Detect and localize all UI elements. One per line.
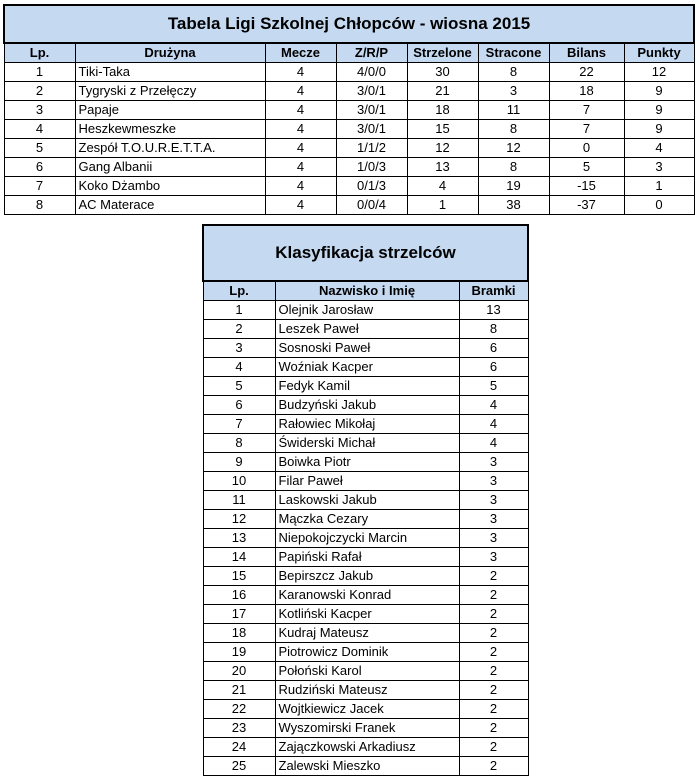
league-column-header: Mecze (265, 43, 336, 63)
league-cell: 19 (478, 177, 549, 196)
scorers-row (203, 719, 528, 738)
league-cell: Zespół T.O.U.R.E.T.T.A. (75, 139, 265, 158)
scorers-cell: 25 (203, 757, 275, 776)
scorers-cell: Zalewski Mieszko (275, 757, 459, 776)
league-cell: 4 (265, 139, 336, 158)
league-cell: 0/0/4 (336, 196, 407, 215)
scorers-cell: Kudraj Mateusz (275, 624, 459, 643)
scorers-cell: 5 (203, 377, 275, 396)
scorers-cell: 23 (203, 719, 275, 738)
league-column-header: Bilans (549, 43, 624, 63)
scorers-cell: 3 (459, 510, 528, 529)
scorers-cell: 2 (459, 662, 528, 681)
league-cell: 8 (478, 63, 549, 82)
scorers-cell: 13 (459, 301, 528, 320)
league-cell: 4 (265, 120, 336, 139)
league-cell: 13 (407, 158, 478, 177)
scorers-cell: Kotliński Kacper (275, 605, 459, 624)
scorers-cell: 14 (203, 548, 275, 567)
scorers-cell: 12 (203, 510, 275, 529)
scorers-cell: 3 (459, 529, 528, 548)
scorers-cell: 8 (459, 320, 528, 339)
scorers-column-header: Lp. (203, 281, 275, 301)
scorers-column-header: Bramki (459, 281, 528, 301)
scorers-cell: Olejnik Jarosław (275, 301, 459, 320)
scorers-cell: 2 (459, 681, 528, 700)
league-column-header: Lp. (4, 43, 75, 63)
league-title: Tabela Ligi Szkolnej Chłopców - wiosna 2015 (4, 5, 694, 43)
scorers-row (203, 681, 528, 700)
scorers-cell: 18 (203, 624, 275, 643)
scorers-cell: 22 (203, 700, 275, 719)
league-row (4, 101, 694, 120)
scorers-cell: 1 (203, 301, 275, 320)
league-cell: 3/0/1 (336, 101, 407, 120)
scorers-row (203, 339, 528, 358)
league-cell: 4 (265, 63, 336, 82)
scorers-cell: 15 (203, 567, 275, 586)
league-cell: 9 (624, 101, 694, 120)
scorers-cell: 6 (203, 396, 275, 415)
league-cell: 3 (478, 82, 549, 101)
scorers-cell: 4 (203, 358, 275, 377)
league-cell: 5 (549, 158, 624, 177)
league-cell: 12 (478, 139, 549, 158)
league-cell: Tygryski z Przełęczy (75, 82, 265, 101)
scorers-cell: 2 (203, 320, 275, 339)
scorers-cell: Niepokojczycki Marcin (275, 529, 459, 548)
scorers-row (203, 453, 528, 472)
league-cell: 8 (478, 158, 549, 177)
league-cell: 4 (265, 177, 336, 196)
scorers-cell: 16 (203, 586, 275, 605)
league-cell: 7 (549, 120, 624, 139)
scorers-cell: 2 (459, 757, 528, 776)
scorers-title: Klasyfikacja strzelców (203, 225, 528, 281)
scorers-cell: 10 (203, 472, 275, 491)
scorers-cell: 2 (459, 624, 528, 643)
league-cell: Heszkewmeszke (75, 120, 265, 139)
scorers-cell: 6 (459, 358, 528, 377)
scorers-cell: Wojtkiewicz Jacek (275, 700, 459, 719)
scorers-cell: 3 (203, 339, 275, 358)
league-cell: AC Materace (75, 196, 265, 215)
scorers-cell: 2 (459, 605, 528, 624)
league-cell: 38 (478, 196, 549, 215)
scorers-cell: Rudziński Mateusz (275, 681, 459, 700)
scorers-cell: 8 (203, 434, 275, 453)
scorers-column-header: Nazwisko i Imię (275, 281, 459, 301)
league-cell: 0 (549, 139, 624, 158)
scorers-cell: 2 (459, 719, 528, 738)
scorers-cell: Woźniak Kacper (275, 358, 459, 377)
league-cell: 3/0/1 (336, 120, 407, 139)
scorers-row (203, 567, 528, 586)
league-cell: 2 (4, 82, 75, 101)
league-cell: 4 (265, 101, 336, 120)
scorers-cell: 9 (203, 453, 275, 472)
league-cell: 1 (407, 196, 478, 215)
scorers-cell: 3 (459, 453, 528, 472)
league-cell: Tiki-Taka (75, 63, 265, 82)
scorers-row (203, 700, 528, 719)
scorers-cell: Sosnoski Paweł (275, 339, 459, 358)
scorers-row (203, 624, 528, 643)
scorers-row (203, 548, 528, 567)
scorers-cell: 21 (203, 681, 275, 700)
scorers-cell: Leszek Paweł (275, 320, 459, 339)
scorers-row (203, 529, 528, 548)
league-cell: -37 (549, 196, 624, 215)
scorers-cell: 2 (459, 586, 528, 605)
league-cell: 3 (4, 101, 75, 120)
league-cell: 1/1/2 (336, 139, 407, 158)
scorers-cell: 6 (459, 339, 528, 358)
league-column-header: Drużyna (75, 43, 265, 63)
league-table (3, 4, 695, 215)
scorers-cell: 5 (459, 377, 528, 396)
league-cell: 7 (4, 177, 75, 196)
league-row (4, 63, 694, 82)
scorers-cell: Fedyk Kamil (275, 377, 459, 396)
league-cell: 4 (4, 120, 75, 139)
scorers-cell: 4 (459, 396, 528, 415)
league-column-header: Z/R/P (336, 43, 407, 63)
scorers-cell: 17 (203, 605, 275, 624)
scorers-cell: 3 (459, 548, 528, 567)
scorers-cell: Mączka Cezary (275, 510, 459, 529)
league-column-header: Punkty (624, 43, 694, 63)
scorers-cell: 24 (203, 738, 275, 757)
scorers-row (203, 377, 528, 396)
league-cell: 4 (265, 82, 336, 101)
scorers-cell: Wyszomirski Franek (275, 719, 459, 738)
scorers-row (203, 510, 528, 529)
league-cell: 4 (624, 139, 694, 158)
scorers-row (203, 738, 528, 757)
scorers-cell: Bepirszcz Jakub (275, 567, 459, 586)
league-cell: 4 (265, 158, 336, 177)
league-cell: 15 (407, 120, 478, 139)
league-cell: Gang Albanii (75, 158, 265, 177)
league-cell: 11 (478, 101, 549, 120)
scorers-cell: 20 (203, 662, 275, 681)
league-cell: 8 (478, 120, 549, 139)
scorers-cell: Karanowski Konrad (275, 586, 459, 605)
league-cell: Koko Dżambo (75, 177, 265, 196)
scorers-row (203, 415, 528, 434)
scorers-cell: 13 (203, 529, 275, 548)
league-row (4, 158, 694, 177)
league-cell: Papaje (75, 101, 265, 120)
league-cell: 1 (624, 177, 694, 196)
league-cell: -15 (549, 177, 624, 196)
scorers-cell: 2 (459, 700, 528, 719)
scorers-cell: 4 (459, 415, 528, 434)
league-cell: 0 (624, 196, 694, 215)
scorers-cell: Zajączkowski Arkadiusz (275, 738, 459, 757)
league-cell: 3/0/1 (336, 82, 407, 101)
scorers-cell: 4 (459, 434, 528, 453)
league-cell: 6 (4, 158, 75, 177)
league-row (4, 196, 694, 215)
scorers-row (203, 301, 528, 320)
league-cell: 30 (407, 63, 478, 82)
league-cell: 18 (407, 101, 478, 120)
scorers-table (202, 224, 529, 776)
league-cell: 9 (624, 120, 694, 139)
league-cell: 3 (624, 158, 694, 177)
league-cell: 4/0/0 (336, 63, 407, 82)
scorers-row (203, 434, 528, 453)
scorers-row (203, 358, 528, 377)
scorers-row (203, 320, 528, 339)
scorers-cell: 3 (459, 472, 528, 491)
league-cell: 18 (549, 82, 624, 101)
league-column-header: Strzelone (407, 43, 478, 63)
league-column-header: Stracone (478, 43, 549, 63)
scorers-cell: Połoński Karol (275, 662, 459, 681)
scorers-row (203, 757, 528, 776)
league-cell: 8 (4, 196, 75, 215)
league-cell: 5 (4, 139, 75, 158)
scorers-cell: Boiwka Piotr (275, 453, 459, 472)
scorers-cell: Piotrowicz Dominik (275, 643, 459, 662)
scorers-cell: Papiński Rafał (275, 548, 459, 567)
scorers-cell: 2 (459, 567, 528, 586)
scorers-cell: Laskowski Jakub (275, 491, 459, 510)
league-row (4, 139, 694, 158)
league-cell: 21 (407, 82, 478, 101)
league-cell: 0/1/3 (336, 177, 407, 196)
league-cell: 4 (265, 196, 336, 215)
scorers-cell: Świderski Michał (275, 434, 459, 453)
league-cell: 22 (549, 63, 624, 82)
league-cell: 1 (4, 63, 75, 82)
scorers-cell: 2 (459, 738, 528, 757)
league-cell: 12 (407, 139, 478, 158)
league-row (4, 177, 694, 196)
scorers-cell: 3 (459, 491, 528, 510)
league-cell: 7 (549, 101, 624, 120)
scorers-row (203, 605, 528, 624)
league-cell: 1/0/3 (336, 158, 407, 177)
scorers-row (203, 472, 528, 491)
league-cell: 9 (624, 82, 694, 101)
league-row (4, 120, 694, 139)
scorers-cell: 11 (203, 491, 275, 510)
league-cell: 4 (407, 177, 478, 196)
scorers-row (203, 643, 528, 662)
scorers-cell: Rałowiec Mikołaj (275, 415, 459, 434)
scorers-row (203, 586, 528, 605)
scorers-row (203, 491, 528, 510)
scorers-cell: Budzyński Jakub (275, 396, 459, 415)
scorers-cell: 19 (203, 643, 275, 662)
scorers-row (203, 662, 528, 681)
league-cell: 12 (624, 63, 694, 82)
scorers-cell: 2 (459, 643, 528, 662)
league-row (4, 82, 694, 101)
scorers-cell: 7 (203, 415, 275, 434)
scorers-cell: Filar Paweł (275, 472, 459, 491)
scorers-row (203, 396, 528, 415)
